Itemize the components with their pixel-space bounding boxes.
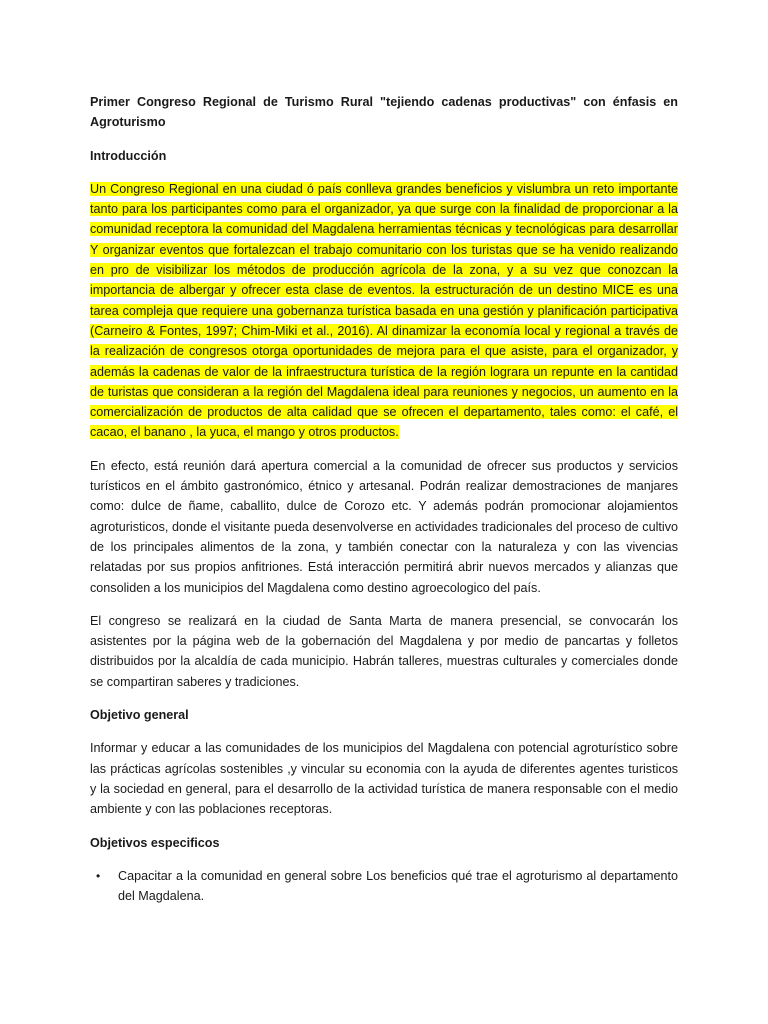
intro-paragraph [90, 179, 678, 443]
objective-general-heading: Objetivo general [90, 708, 189, 723]
highlighted-text: Un Congreso Regional en una ciudad ó país conlleva grandes beneficios y vislumbra un reto importante tanto para los participantes como para el organizador, ya que surge con la finalidad de proporcionar a la comunidad receptora la comunidad del Magdalena herramientas técnicas y tecnológicas para desarrollar Y organizar eventos que fortalezcan el trabajo comunitario con los turistas que se ha venido realizando en pro de visibilizar los métodos de producción agrícola de la zona, y a su vez que conozcan la importancia de albergar y ofrecer esta clase de eventos. la estructuración de un destino MICE es una tarea compleja que requiere una gobernanza turística basada en una gestión y planificación participativa (Carneiro & Fontes, 1997; Chim-Miki et al., 2016). Al dinamizar la economía local y regional a través de la realización de congresos otorga oportunidades de mejora para el que asiste, para el organizador, y además la cadenas de valor de la infraestructura turística de la región lograra un repunte en la cantidad de turistas que consideran a la región del Magdalena ideal para reuniones y negocios, un aumento en la comercialización de productos de alta calidad que se ofrecen el departamento, tales como: el café, el cacao, el banano , la yuca, el mango y otros productos. [90, 181, 678, 440]
objectives-specific-list [90, 866, 678, 907]
objectives-specific-heading: Objetivos especificos [90, 835, 220, 850]
paragraph-location: El congreso se realizará en la ciudad de Santa Marta de manera presencial, se convocarán los asistentes por la página web de la gobernación del Magdalena y por medio de pancartas y folletos distribuidos por la alcaldía de cada municipio. Habrán talleres, muestras culturales y comerciales donde se compartiran saberes y tradiciones. [90, 613, 678, 689]
document-title: Primer Congreso Regional de Turismo Rural "tejiendo cadenas productivas" con énfasis en Agroturismo [90, 95, 678, 130]
objective-general-text: Informar y educar a las comunidades de los municipios del Magdalena con potencial agroturístico sobre las prácticas agrícolas sostenibles ,y vincular su economia con la ayuda de diferentes agentes turisticos y la sociedad en general, para el desarrollo de la actividad turística de manera responsable con el medio ambiente y con las poblaciones receptoras. [90, 741, 678, 817]
paragraph-commercial: En efecto, está reunión dará apertura comercial a la comunidad de ofrecer sus productos y servicios turísticos en el ámbito gastronómico, étnico y artesanal. Podrán realizar demostraciones de manjares como: dulce de ñame, caballito, dulce de Corozo etc. Y además podrán promocionar alojamientos agroturisticos, donde el visitante pueda desenvolverse en actividades tradicionales del proceso de cultivo de los principales alimentos de la zona, y también conectar con la naturaleza y con las vivencias relatadas por sus propios anfitriones. Está interacción permitirá abrir nuevos mercados y alianzas que consoliden a los municipios del Magdalena como destino agroecologico del país. [90, 458, 678, 595]
list-item-text: Capacitar a la comunidad en general sobre Los beneficios qué trae el agroturismo al departamento del Magdalena. [118, 868, 678, 904]
list-item [90, 866, 678, 907]
bullet-icon: • [96, 868, 101, 883]
intro-heading: Introducción [90, 148, 167, 163]
document-page [90, 92, 678, 919]
